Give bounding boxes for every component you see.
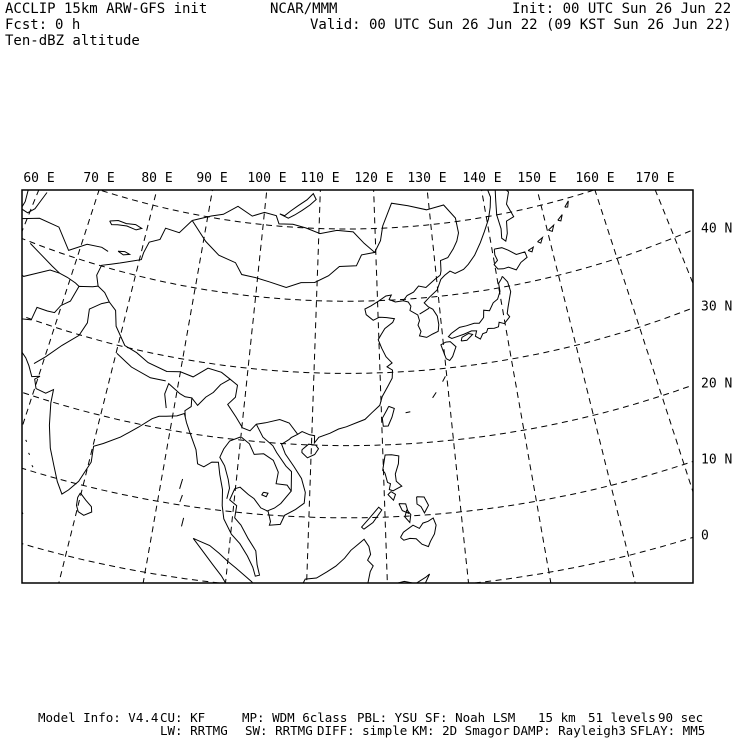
map-frame bbox=[22, 190, 693, 583]
coast-lakshadweep-2 bbox=[29, 453, 30, 455]
coast-kuril-4 bbox=[558, 215, 562, 221]
graticule-lon-150 bbox=[527, 149, 639, 597]
border-russia-china-amur bbox=[375, 203, 459, 275]
coast-hokkaido bbox=[494, 248, 527, 270]
coast-mindoro bbox=[388, 492, 396, 501]
graticule-lon-130 bbox=[425, 167, 473, 627]
graticule-lon-90 bbox=[138, 160, 218, 615]
axis-label-lat-20N: 20 N bbox=[701, 376, 733, 392]
axis-label-lon-150: 150 E bbox=[517, 171, 557, 186]
coast-luzon bbox=[383, 455, 402, 491]
axis-label-lon-70: 70 E bbox=[83, 171, 115, 186]
graticule-lon-100 bbox=[221, 167, 269, 627]
coast-new-guinea bbox=[478, 597, 513, 610]
coast-ryukyu-1 bbox=[443, 376, 446, 381]
coast-kuril-3 bbox=[548, 225, 553, 231]
valid-time: Valid: 00 UTC Sun 26 Jun 22 (09 KST Sun 26 Jun 22) bbox=[310, 17, 732, 33]
footer-item-cu: CU: KF bbox=[160, 710, 206, 725]
coast-asia-mainland bbox=[0, 187, 491, 576]
coast-kuril-2 bbox=[538, 238, 543, 244]
init-time: Init: 00 UTC Sun 26 Jun 22 bbox=[512, 1, 732, 17]
border-korea-dmz bbox=[420, 308, 430, 314]
coast-halmahera bbox=[452, 599, 458, 605]
coast-andaman-1 bbox=[180, 479, 183, 489]
coast-lakshadweep-3 bbox=[32, 465, 33, 467]
graticule-lon-110 bbox=[305, 171, 321, 633]
border-kazakh-south bbox=[0, 218, 108, 251]
coast-panay bbox=[399, 504, 409, 514]
fcst-label: Fcst: bbox=[5, 17, 48, 33]
axis-label-lon-130: 130 E bbox=[407, 171, 447, 186]
axis-label-lon-110: 110 E bbox=[300, 171, 340, 186]
graticule-lon-80 bbox=[55, 149, 167, 597]
axis-label-lon-90: 90 E bbox=[196, 171, 228, 186]
coast-mindanao bbox=[401, 518, 437, 547]
border-china-south bbox=[98, 286, 298, 434]
coast-borneo bbox=[301, 539, 373, 617]
field-name: Ten-dBZ altitude bbox=[5, 33, 140, 49]
border-iran-turkmen bbox=[0, 240, 15, 270]
border-lao-vietnam bbox=[256, 424, 291, 491]
coast-palawan bbox=[362, 507, 382, 529]
border-thai-lao-cambodia bbox=[242, 437, 292, 511]
graticule-lon-70 bbox=[0, 135, 117, 575]
fcst-value: 0 h bbox=[55, 17, 81, 33]
coast-sulawesi bbox=[384, 574, 430, 617]
coast-maldives-2 bbox=[19, 526, 20, 528]
coast-andaman-2 bbox=[180, 495, 183, 502]
axis-label-lat-0: 0 bbox=[701, 528, 709, 544]
footer-item-mp: MP: WDM 6class bbox=[242, 710, 348, 725]
coast-ryukyu-2 bbox=[433, 392, 437, 397]
footer-item-sflay: SFLAY: MM5 bbox=[630, 723, 706, 738]
graticule-lon-160 bbox=[577, 135, 720, 575]
footer-item-90-sec: 90 sec bbox=[658, 710, 704, 725]
border-afghan-north bbox=[15, 270, 79, 286]
lake-balkhash bbox=[110, 221, 142, 230]
footer-item-sf: SF: Noah LSM bbox=[425, 710, 516, 725]
model-title: ACCLIP 15km ARW-GFS init bbox=[5, 1, 208, 17]
graticule-lat-10 bbox=[0, 401, 740, 518]
coast-taiwan bbox=[382, 406, 394, 426]
border-pakistan-west bbox=[0, 286, 98, 341]
border-bangladesh bbox=[165, 384, 192, 417]
border-uzbek-turkmen bbox=[30, 243, 59, 273]
border-india-myanmar bbox=[192, 379, 230, 405]
coast-kuril-5 bbox=[565, 201, 569, 207]
coast-ryukyu-3 bbox=[406, 412, 411, 413]
map-content bbox=[0, 117, 740, 633]
axis-label-lon-80: 80 E bbox=[141, 171, 173, 186]
coast-hainan bbox=[302, 444, 319, 458]
footer-item-lw: LW: RRTMG bbox=[160, 723, 228, 738]
org-label: NCAR/MMM bbox=[270, 1, 338, 17]
graticule-lat-50 bbox=[0, 143, 709, 229]
graticule-lat-30 bbox=[0, 272, 740, 374]
border-china-west-north bbox=[97, 221, 193, 287]
footer-item-damp: DAMP: Rayleigh3 bbox=[513, 723, 626, 738]
graticule-lon-60 bbox=[0, 117, 68, 546]
coast-sakhalin bbox=[495, 185, 514, 241]
axis-label-lat-10N: 10 N bbox=[701, 452, 733, 468]
axis-label-lon-140: 140 E bbox=[462, 171, 502, 186]
footer-item-km: KM: 2D Smagor bbox=[412, 723, 510, 738]
coast-samar-leyte bbox=[417, 497, 429, 513]
coast-honshu bbox=[448, 276, 510, 339]
lake-baikal bbox=[280, 194, 316, 219]
graticule-lon-140 bbox=[476, 160, 556, 615]
footer-item-51-levels: 51 levels bbox=[588, 710, 656, 725]
footer-item-model-info: Model Info: V4.4 bbox=[38, 710, 159, 725]
coast-nicobar bbox=[182, 518, 184, 527]
axis-label-lon-120: 120 E bbox=[354, 171, 394, 186]
footer-item-diff: DIFF: simple bbox=[317, 723, 408, 738]
graticule-lon-170 bbox=[626, 117, 740, 546]
axis-label-lat-30N: 30 N bbox=[701, 299, 733, 315]
coast-kuril-1 bbox=[528, 247, 533, 252]
footer-item-15-km: 15 km bbox=[538, 710, 576, 725]
axis-label-lon-160: 160 E bbox=[575, 171, 615, 186]
coast-lakshadweep-1 bbox=[26, 440, 27, 442]
axis-label-lon-170: 170 E bbox=[635, 171, 675, 186]
lake-issyk-kul bbox=[118, 251, 130, 255]
footer-item-pbl: PBL: YSU bbox=[357, 710, 418, 725]
axis-label-lon-100: 100 E bbox=[247, 171, 287, 186]
graticule-lat-20 bbox=[0, 336, 740, 445]
axis-label-lon-60: 60 E bbox=[23, 171, 55, 186]
lake-tonle-sap bbox=[262, 492, 268, 497]
footer-item-sw: SW: RRTMG bbox=[245, 723, 313, 738]
axis-label-lat-40N: 40 N bbox=[701, 221, 733, 237]
